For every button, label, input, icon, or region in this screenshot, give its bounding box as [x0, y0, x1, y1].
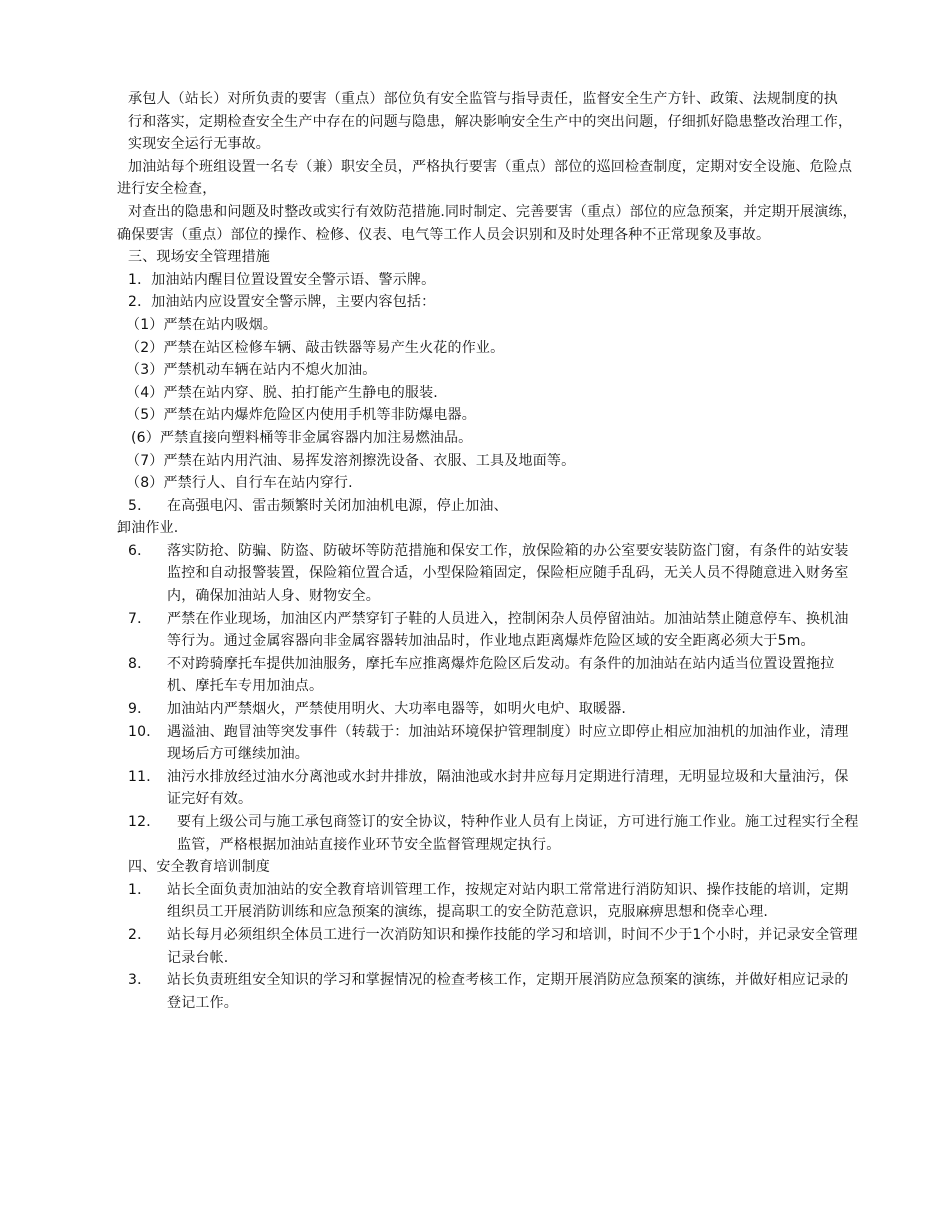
list-item-text: 站长全面负责加油站的安全教育培训管理工作，按规定对站内职工常常进行消防知识、操作技能的培训，定期组织员工开展消防训练和应急预案的演练，提高职工的安全防范意识，克服麻痹思想和侥幸心理. [167, 881, 849, 921]
list-item-number: 1． [128, 881, 152, 898]
list-item-number: 7． [128, 610, 152, 627]
list-item-number: 6． [128, 542, 152, 559]
list-item-text: 油污水排放经过油水分离池或水封井排放，隔油池或水封井应每月定期进行清理，无明显垃圾和大量油污，保证完好有效。 [167, 768, 849, 808]
list-item [117, 721, 862, 766]
paragraph: 行和落实，定期检查安全生产中存在的问题与隐患，解决影响安全生产中的突出问题，仔细抓好隐患整改治理工作，实现安全运行无事故。 [128, 113, 853, 153]
paragraph: 对查出的隐患和问题及时整改或实行有效防范措施.同时制定、完善要害（重点）部位的应急预案，并定期开展演练，确保要害（重点）部位的操作、检修、仪表、电气等工作人员会识别和及时处理各种不正常现象及事故。 [117, 203, 857, 243]
list-item-text: 遇溢油、跑冒油等突发事件（转载于：加油站环境保护管理制度）时应立即停止相应加油机的加油作业，清理现场后方可继续加油。 [167, 723, 849, 763]
list-item-text: 在高强电闪、雷击频繁时关闭加油机电源，停止加油、 [167, 497, 508, 514]
list-item [117, 766, 862, 811]
list-item [117, 608, 862, 653]
list-item [117, 540, 862, 608]
list-item-text: 站长每月必须组织全体员工进行一次消防知识和操作技能的学习和培训，时间不少于1个小时，并记录安全管理记录台帐. [167, 926, 858, 966]
list-item-number: 12． [128, 814, 161, 830]
document-body [117, 88, 862, 1014]
list-item [117, 811, 862, 856]
list-item [117, 924, 862, 969]
sub-list-item: （8）严禁行人、自行车在站内穿行. [126, 475, 353, 492]
sub-list-item: （3）严禁机动车辆在站内不熄火加油。 [126, 362, 377, 379]
list-item-text: 要有上级公司与施工承包商签订的安全协议，特种作业人员有上岗证，方可进行施工作业。施工过程实行全程监管，严格根据加油站直接作业环节安全监督管理规定执行。 [177, 814, 859, 853]
list-item: 1．加油站内醒目位置设置安全警示语、警示牌。 [128, 271, 436, 288]
sub-list-item: （1）严禁在站内吸烟。 [126, 316, 278, 333]
list-item-number: 2． [128, 926, 152, 943]
section-heading: 四、安全教育培训制度 [128, 859, 270, 876]
list-item-text: 站长负责班组安全知识的学习和掌握情况的检查考核工作，定期开展消防应急预案的演练，并做好相应记录的登记工作。 [167, 972, 849, 1011]
list-item-text: 落实防抢、防骗、防盗、防破坏等防范措施和保安工作，放保险箱的办公室要安装防盗门窗，有条件的站安装监控和自动报警装置，保险箱位置合适，小型保险箱固定，保险柜应随手乱码，无关人员不得随意进入财务室内，确保加油站人身、财物安全。 [167, 542, 849, 605]
list-item-continuation: 卸油作业. [117, 520, 179, 537]
list-item [117, 495, 862, 518]
paragraph: 加油站每个班组设置一名专（兼）职安全员，严格执行要害（重点）部位的巡回检查制度，定期对安全设施、危险点进行安全检查， [117, 158, 853, 198]
list-item [117, 698, 862, 721]
list-item-number: 8． [128, 655, 152, 672]
list-item [117, 653, 862, 698]
sub-list-item: （5）严禁在站内爆炸危险区内使用手机等非防爆电器。 [126, 407, 476, 424]
sub-list-item: （7）严禁在站内用汽油、易挥发溶剂擦洗设备、衣服、工具及地面等。 [126, 452, 576, 469]
list-item-text: 不对跨骑摩托车提供加油服务，摩托车应推离爆炸危险区后发动。有条件的加油站在站内适当位置设置拖拉机、摩托车专用加油点。 [167, 655, 835, 695]
list-item-number: 9． [128, 701, 152, 718]
list-item-number: 10． [128, 723, 161, 740]
list-item [117, 879, 862, 924]
list-item-text: 加油站内严禁烟火，严禁使用明火、大功率电器等，如明火电炉、取暖器. [167, 701, 627, 718]
list-item-number: 3． [128, 972, 152, 989]
list-item: 2．加油站内应设置安全警示牌，主要内容包括： [128, 294, 436, 311]
paragraph: 承包人（站长）对所负责的要害（重点）部位负有安全监管与指导责任，监督安全生产方针、政策、法规制度的执 [128, 91, 838, 107]
list-item-number: 11． [128, 768, 161, 785]
sub-list-item: （2）严禁在站区检修车辆、敲击铁器等易产生火花的作业。 [126, 339, 505, 356]
sub-list-item: (6）严禁直接向塑料桶等非金属容器内加注易燃油品。 [131, 429, 473, 446]
list-item [117, 969, 862, 1014]
list-item-number: 5． [128, 497, 152, 514]
sub-list-item: （4）严禁在站内穿、脱、拍打能产生静电的服装. [126, 384, 438, 401]
section-heading: 三、现场安全管理措施 [128, 249, 270, 266]
list-item-text: 严禁在作业现场，加油区内严禁穿钉子鞋的人员进入，控制闲杂人员停留油站。加油站禁止随意停车、换机油等行为。通过金属容器向非金属容器转加油品时，作业地点距离爆炸危险区域的安全距离必须大于5m。 [167, 610, 849, 650]
